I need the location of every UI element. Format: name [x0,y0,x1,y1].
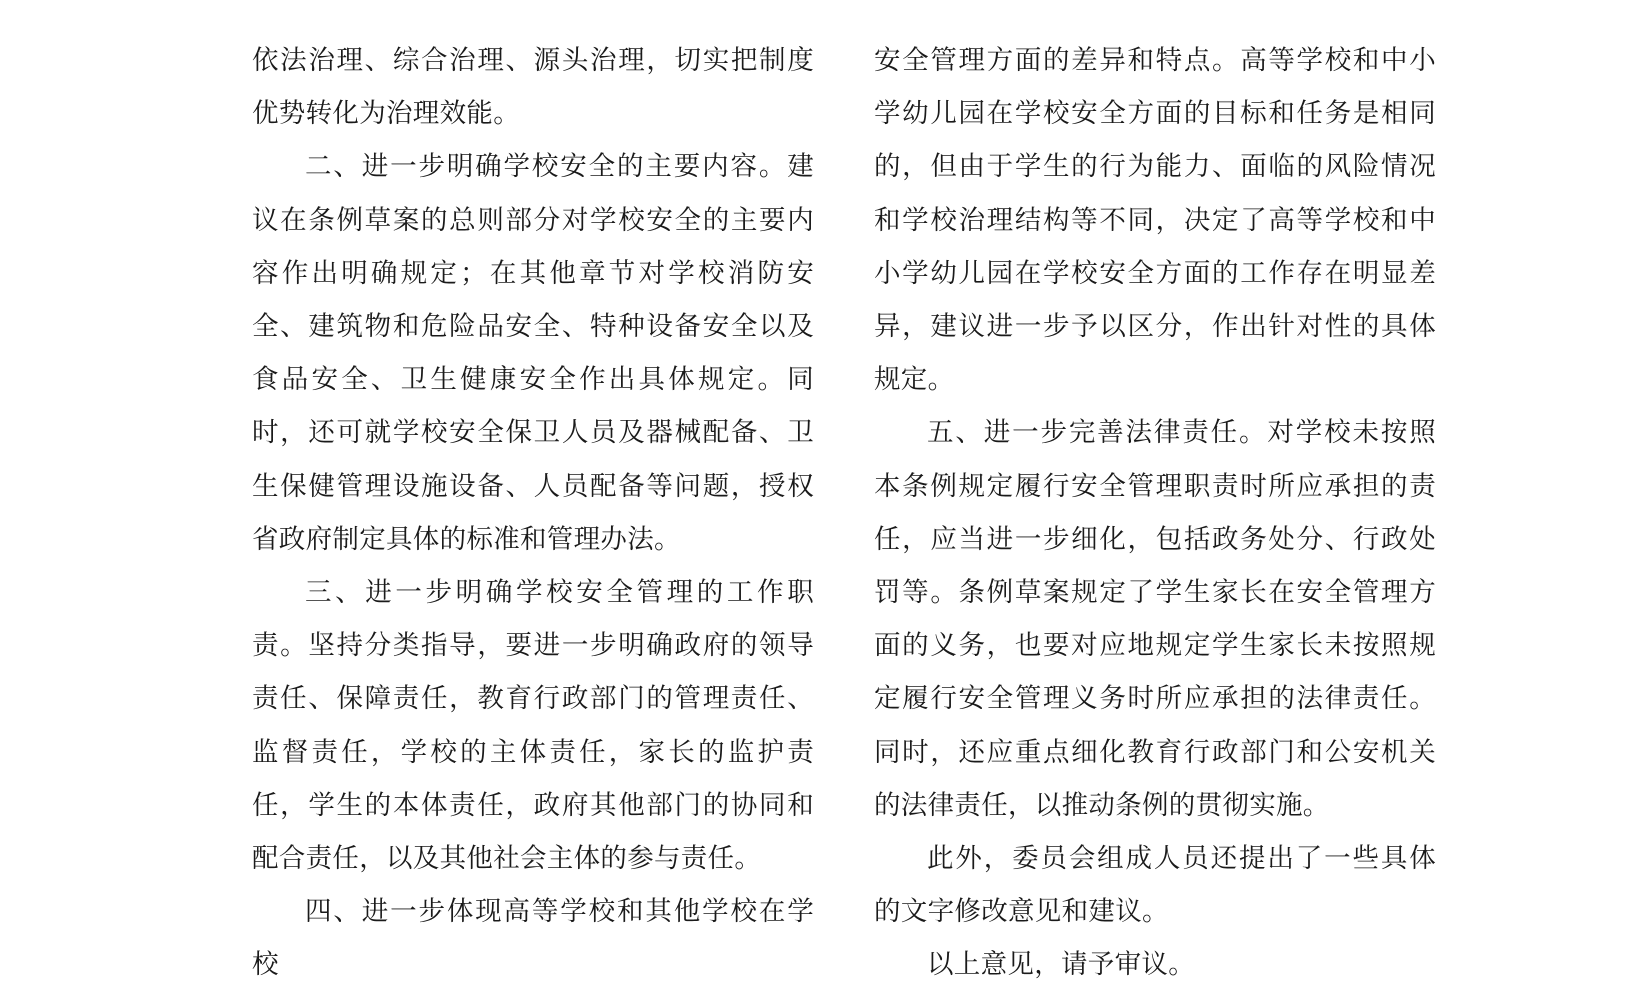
right-paragraph-2-legal-liability: 五、进一步完善法律责任。对学校未按照本条例规定履行安全管理职责时所应承担的责任，应当进一步细化，包括政务处分、行政处罚等。条例草案规定了学生家长在安全管理方面的义务，也要对应地规定学生家长未按照规定履行安全管理义务时所应承担的法律责任。同时，还应重点细化教育行政部门和公安机关的法律责任，以推动条例的贯彻实施。 [874,417,1436,821]
left-text-column [252,34,814,992]
left-paragraph-3-management-duties: 三、进一步明确学校安全管理的工作职责。坚持分类指导，要进一步明确政府的领导责任、保障责任，教育行政部门的管理责任、监督责任，学校的主体责任，家长的监护责任，学生的本体责任，政府其他部门的协同和配合责任，以及其他社会主体的参与责任。 [252,577,814,875]
left-paragraph-1-continuation: 依法治理、综合治理、源头治理，切实把制度优势转化为治理效能。 [252,45,814,130]
right-paragraph-1-continuation: 安全管理方面的差异和特点。高等学校和中小学幼儿园在学校安全方面的目标和任务是相同的，但由于学生的行为能力、面临的风险情况和学校治理结构等不同，决定了高等学校和中小学幼儿园在学校安全方面的工作存在明显差异，建议进一步予以区分，作出针对性的具体规定。 [874,45,1436,396]
right-paragraph-3-other-suggestions: 此外，委员会组成人员还提出了一些具体的文字修改意见和建议。 [874,843,1436,928]
right-text-column [874,34,1436,992]
left-paragraph-2-school-safety-content: 二、进一步明确学校安全的主要内容。建议在条例草案的总则部分对学校安全的主要内容作出明确规定；在其他章节对学校消防安全、建筑物和危险品安全、特种设备安全以及食品安全、卫生健康安全作出具体规定。同时，还可就学校安全保卫人员及器械配备、卫生保健管理设施设备、人员配备等问题，授权省政府制定具体的标准和管理办法。 [252,151,814,555]
left-paragraph-4-higher-education: 四、进一步体现高等学校和其他学校在学校 [252,896,814,981]
right-paragraph-4-closing: 以上意见，请予审议。 [927,949,1195,981]
